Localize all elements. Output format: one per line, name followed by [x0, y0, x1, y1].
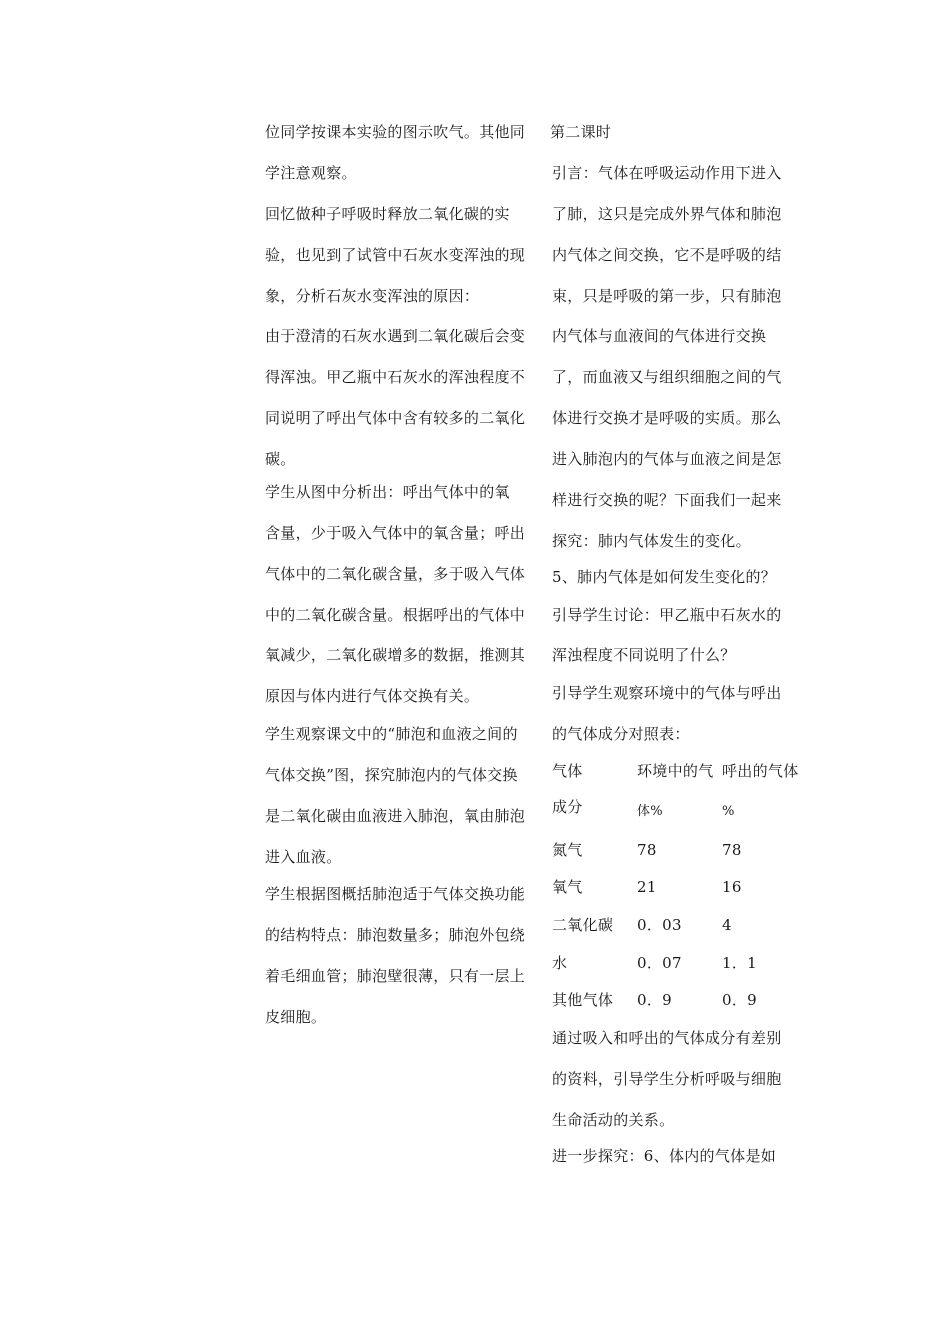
right-line-15: 的气体成分对照表： [552, 725, 690, 743]
right-line-4: 束，只是呼吸的第一步，只有肺泡 [552, 287, 782, 305]
left-line-6: 由于澄清的石灰水遇到二氧化碳后会变 [265, 327, 526, 345]
left-line-20: 学生根据图概括肺泡适于气体交换功能 [265, 885, 526, 903]
left-line-2: 学注意观察。 [265, 164, 357, 182]
right-line-7: 体进行交换才是呼吸的实质。那么 [552, 409, 782, 427]
right-bottom-line-4: 进一步探究：6、体内的气体是如 [552, 1147, 777, 1165]
left-line-8: 同说明了呼出气体中含有较多的二氧化 [265, 409, 526, 427]
left-line-5: 象，分析石灰水变浑浊的原因： [265, 287, 480, 305]
table-row-water-env: 0．07 [637, 954, 682, 972]
right-line-8: 进入肺泡内的气体与血液之间是怎 [552, 450, 782, 468]
right-line-12: 引导学生讨论：甲乙瓶中石灰水的 [552, 606, 782, 624]
left-line-15: 原因与体内进行气体交换有关。 [265, 687, 480, 705]
left-line-3: 回忆做种子呼吸时释放二氧化碳的实 [265, 205, 510, 223]
table-row-oxygen-exhaled: 16 [722, 878, 742, 896]
table-header-gas: 气体 [552, 762, 583, 780]
table-header-gas-2: 成分 [552, 798, 583, 816]
right-line-5: 内气体与血液间的气体进行交换 [552, 327, 767, 345]
left-line-23: 皮细胞。 [265, 1008, 327, 1026]
left-line-10: 学生从图中分析出：呼出气体中的氧 [265, 483, 510, 501]
right-line-10: 探究：肺内气体发生的变化。 [552, 532, 751, 550]
left-line-4: 验，也见到了试管中石灰水变浑浊的现 [265, 246, 526, 264]
table-row-other-name: 其他气体 [552, 991, 614, 1009]
left-line-9: 碳。 [265, 450, 296, 468]
left-line-12: 气体中的二氧化碳含量，多于吸入气体 [265, 565, 526, 583]
right-line-3: 内气体之间交换，它不是呼吸的结 [552, 246, 782, 264]
table-row-co2-exhaled: 4 [722, 916, 732, 934]
table-row-co2-name: 二氧化碳 [552, 916, 614, 934]
table-row-nitrogen-exhaled: 78 [722, 841, 742, 859]
left-line-11: 含量，少于吸入气体中的氧含量；呼出 [265, 524, 526, 542]
table-header-env: 环境中的气 [637, 762, 714, 780]
right-bottom-line-3: 生命活动的关系。 [552, 1111, 675, 1129]
table-row-oxygen-env: 21 [637, 878, 657, 896]
left-line-1: 位同学按课本实验的图示吹气。其他同 [265, 123, 526, 141]
right-bottom-line-1: 通过吸入和呼出的气体成分有差别 [552, 1029, 782, 1047]
table-row-water-name: 水 [552, 954, 568, 972]
table-row-nitrogen-name: 氮气 [552, 841, 583, 859]
left-line-18: 是二氧化碳由血液进入肺泡，氧由肺泡 [265, 807, 526, 825]
table-row-other-env: 0．9 [637, 991, 672, 1009]
left-line-14: 氧减少，二氧化碳增多的数据，推测其 [265, 646, 526, 664]
right-line-2: 了肺，这只是完成外界气体和肺泡 [552, 205, 782, 223]
right-line-9: 样进行交换的呢？下面我们一起来 [552, 491, 782, 509]
right-line-11: 5、肺内气体是如何发生变化的？ [552, 568, 777, 586]
left-line-17: 气体交换”图，探究肺泡内的气体交换 [265, 766, 518, 784]
right-line-13: 浑浊程度不同说明了什么？ [552, 646, 736, 664]
right-line-6: 了，而血液又与组织细胞之间的气 [552, 368, 782, 386]
right-line-1: 引言：气体在呼吸运动作用下进入 [552, 164, 782, 182]
table-header-env-2: 体% [637, 804, 663, 819]
left-line-21: 的结构特点：肺泡数量多；肺泡外包绕 [265, 926, 526, 944]
left-line-16: 学生观察课文中的“肺泡和血液之间的 [265, 725, 518, 743]
left-line-13: 中的二氧化碳含量。根据呼出的气体中 [265, 606, 526, 624]
table-row-oxygen-name: 氧气 [552, 878, 583, 896]
table-header-exhaled-2: % [722, 804, 735, 819]
lesson-heading: 第二课时 [550, 123, 612, 141]
table-row-other-exhaled: 0．9 [722, 991, 757, 1009]
table-row-co2-env: 0．03 [637, 916, 682, 934]
table-row-water-exhaled: 1．1 [722, 954, 757, 972]
table-header-exhaled: 呼出的气体 [722, 762, 799, 780]
left-line-22: 着毛细血管；肺泡壁很薄，只有一层上 [265, 967, 526, 985]
table-row-nitrogen-env: 78 [637, 841, 657, 859]
right-line-14: 引导学生观察环境中的气体与呼出 [552, 684, 782, 702]
left-line-7: 得浑浊。甲乙瓶中石灰水的浑浊程度不 [265, 368, 526, 386]
right-bottom-line-2: 的资料，引导学生分析呼吸与细胞 [552, 1070, 782, 1088]
left-line-19: 进入血液。 [265, 848, 342, 866]
